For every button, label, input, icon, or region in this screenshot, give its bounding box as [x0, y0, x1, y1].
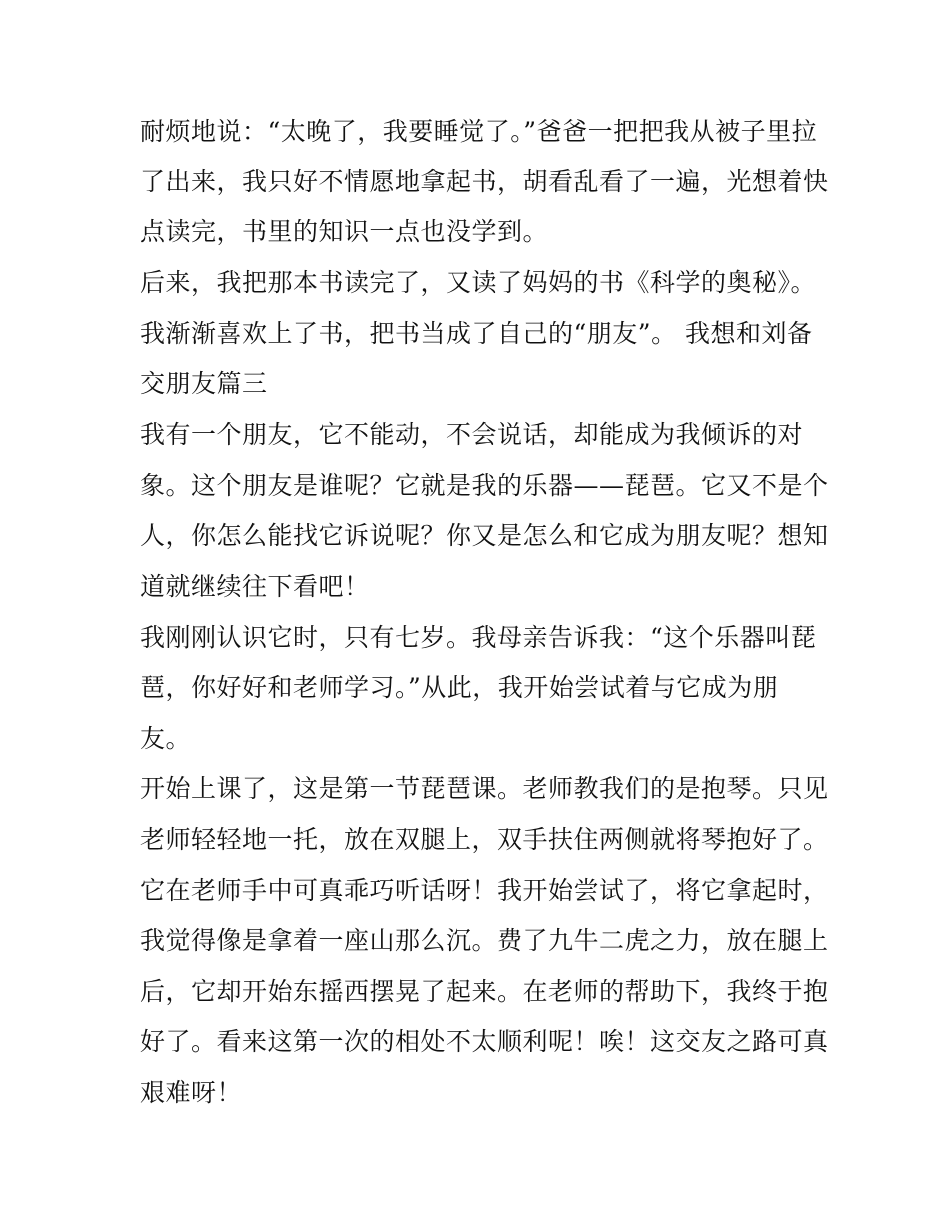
- text-line: 它在老师手中可真乖巧听话呀！我开始尝试了，将它拿起时，: [140, 876, 829, 905]
- text-line: 后，它却开始东摇西摆晃了起来。在老师的帮助下，我终于抱: [140, 977, 829, 1006]
- text-line: 友。: [140, 724, 192, 753]
- text-line: 我刚刚认识它时，只有七岁。我母亲告诉我：“这个乐器叫琵: [140, 623, 817, 652]
- text-line: 后来，我把那本书读完了，又读了妈妈的书《科学的奥秘》。: [140, 268, 817, 297]
- text-line: 我有一个朋友，它不能动，不会说话，却能成为我倾诉的对: [140, 420, 804, 449]
- text-line: 艰难呀！: [140, 1078, 243, 1107]
- text-line: 开始上课了，这是第一节琵琶课。老师教我们的是抱琴。只见: [140, 774, 829, 803]
- text-line: 好了。看来这第一次的相处不太顺利呢！唉！这交友之路可真: [140, 1027, 829, 1056]
- text-line: 我觉得像是拿着一座山那么沉。费了九牛二虎之力，放在腿上: [140, 926, 829, 955]
- text-line: 象。这个朋友是谁呢？它就是我的乐器——琵琶。它又不是个: [140, 471, 829, 500]
- text-line: 耐烦地说：“太晚了，我要睡觉了。”爸爸一把把我从被子里拉: [140, 117, 818, 146]
- section-heading: 交朋友篇三: [140, 369, 268, 398]
- text-line: 了出来，我只好不情愿地拿起书，胡看乱看了一遍，光想着快: [140, 167, 829, 196]
- text-line: 点读完，书里的知识一点也没学到。: [140, 217, 549, 246]
- text-line: 老师轻轻地一托，放在双腿上，双手扶住两侧就将琴抱好了。: [140, 825, 829, 854]
- text-line: 道就继续往下看吧！: [140, 572, 370, 601]
- text-line: 琶，你好好和老师学习。”从此，我开始尝试着与它成为朋: [140, 673, 779, 702]
- text-line: 人，你怎么能找它诉说呢？你又是怎么和它成为朋友呢？想知: [140, 521, 829, 550]
- text-line: 我渐渐喜欢上了书，把书当成了自己的“朋友”。 我想和刘备: [140, 319, 813, 348]
